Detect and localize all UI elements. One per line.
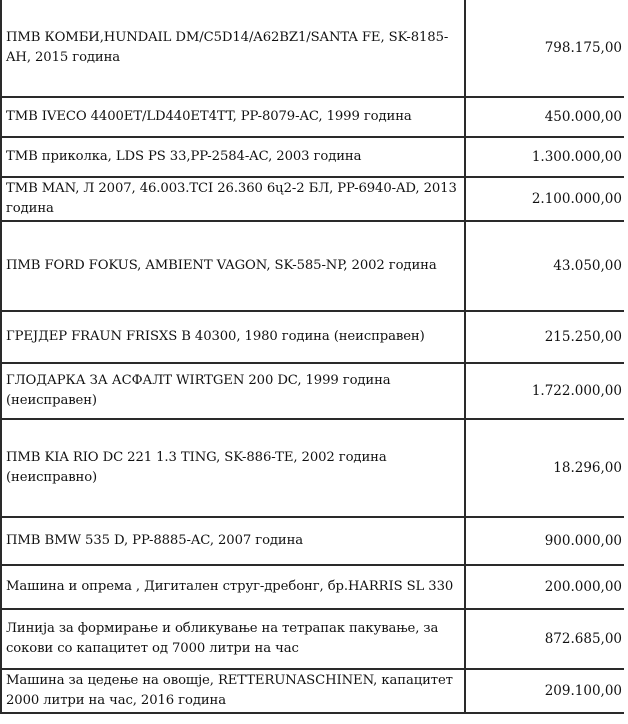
asset-value: 872.685,00 [465, 609, 627, 669]
asset-value: 200.000,00 [465, 565, 627, 609]
asset-description: ПМВ KIA RIO DC 221 1.3 TING, SK-886-TE, 2002 година (неисправно) [1, 419, 465, 517]
asset-description: Машина за цедење на овошје, RETTERUNASCHINEN, капацитет 2000 литри на час, 2016 година [1, 669, 465, 713]
page-edge [624, 0, 628, 724]
table-row [1, 669, 627, 713]
table-row [1, 565, 627, 609]
table-row [1, 311, 627, 363]
asset-description: ГРЕЈДЕР FRAUN FRISXS B 40300, 1980 година (неисправен) [1, 311, 465, 363]
asset-value: 798.175,00 [465, 0, 627, 97]
table-row [1, 221, 627, 311]
asset-description: ТМВ приколка, LDS PS 33,PP-2584-AC, 2003 година [1, 137, 465, 177]
table-row [1, 137, 627, 177]
asset-value: 900.000,00 [465, 517, 627, 565]
asset-value: 450.000,00 [465, 97, 627, 137]
table-row [1, 609, 627, 669]
asset-description: ПМВ FORD FOKUS, AMBIENT VAGON, SK-585-NP, 2002 година [1, 221, 465, 311]
asset-description: ПМВ КОМБИ,HUNDAIL DM/C5D14/A62BZ1/SANTA FE, SK-8185-AH, 2015 година [1, 0, 465, 97]
asset-value: 1.722.000,00 [465, 363, 627, 419]
asset-value: 209.100,00 [465, 669, 627, 713]
table-row [1, 363, 627, 419]
asset-description: ТМВ IVECO 4400ET/LD440ET4TT, PP-8079-AC, 1999 година [1, 97, 465, 137]
table-row [1, 177, 627, 221]
asset-value: 18.296,00 [465, 419, 627, 517]
asset-value: 215.250,00 [465, 311, 627, 363]
table-row [1, 419, 627, 517]
asset-value: 2.100.000,00 [465, 177, 627, 221]
asset-description: ГЛОДАРКА ЗА АСФАЛТ WIRTGEN 200 DC, 1999 година (неисправен) [1, 363, 465, 419]
asset-description: ТМВ MAN, Л 2007, 46.003.TCI 26.360 6ų2-2 БЛ, PP-6940-AD, 2013 година [1, 177, 465, 221]
asset-value: 43.050,00 [465, 221, 627, 311]
asset-description: ПМВ BMW 535 D, PP-8885-AC, 2007 година [1, 517, 465, 565]
asset-description: Машина и опрема , Дигитален струг-дребонг, бр.HARRIS SL 330 [1, 565, 465, 609]
table-row [1, 0, 627, 97]
asset-description: Линија за формирање и обликување на тетрапак пакување, за сокови со капацитет од 7000 литри на час [1, 609, 465, 669]
table-row [1, 517, 627, 565]
table-row [1, 97, 627, 137]
asset-value: 1.300.000,00 [465, 137, 627, 177]
